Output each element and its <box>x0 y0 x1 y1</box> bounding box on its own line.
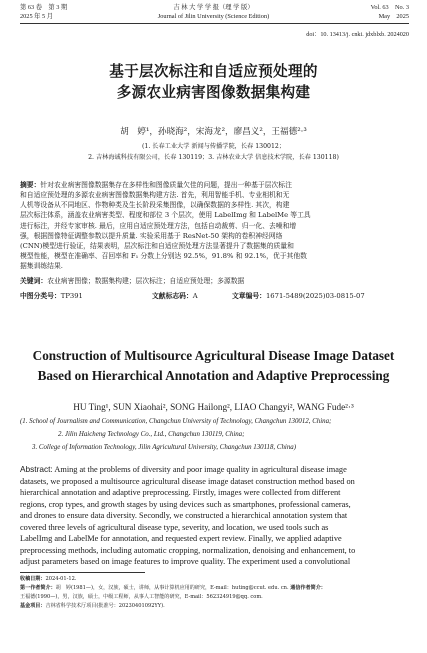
abstract-cn <box>20 180 409 271</box>
authors-en: HU Ting¹, SUN Xiaohai², SONG Hailong², LIAO Changyi², WANG Fude²·³ <box>73 402 354 412</box>
abstract-en-line: preprocessing methods, including automatic cropping, normalization, denoising and enhancement, to <box>20 545 356 555</box>
abstract-en-line: and drones to ensure data diversity. Secondly, we constructed a hierarchical annotation system that <box>20 511 348 521</box>
abstract-cn-label: 摘要： <box>20 181 41 189</box>
abstract-cn-line: 和自适应预处理的多源农业病害图像数据集构建方法. 首先，利用智能手机、专业相机和无 <box>20 191 290 200</box>
abstract-en <box>20 464 409 568</box>
abstract-cn-line: 据集训练结果. <box>20 262 63 271</box>
footnote-received: 收稿日期：2024-01-12. <box>20 576 77 582</box>
doi[interactable]: doi：10. 13413/j. cnki. jdxblxb. 2024020 <box>306 31 409 38</box>
abstract-en-line: adjust parameters based on image features to improve quality. The experiment used a convolutional <box>20 557 351 567</box>
header-volume-en: Vol. 63 No. 3 <box>370 4 409 11</box>
document-code: 文献标志码：A <box>152 292 198 300</box>
header-volume-cn: 第 63 卷 第 3 期 <box>20 4 68 11</box>
abstract-cn-line: 强，根据图像特征调整参数以提升质量. 实验采用基于 ResNet-50 架构的卷积神经网络 <box>20 231 283 240</box>
footnote-authors: 第一作者简介：胡 婷(1981—)，女，汉族，硕士，讲师，从事计算机应用的研究，E-mail：huting@ccut. edu. cn. 通信作者简介： <box>20 585 326 592</box>
keywords-cn: 关键词：农业病害图像；数据集构建；层次标注；自适应预处理；多源数据 <box>20 277 245 285</box>
affiliation-cn-line1: (1. 长春工业大学 新闻与传播学院，长春 130012； <box>141 143 286 150</box>
authors-cn: 胡 婷¹，孙晓海²，宋海龙²，廖昌义²，王福德²·³ <box>120 127 307 137</box>
abstract-cn-line: 层次标注体系，涵盖农业病害类型、程度和部位 3 个层次，使用 LabelImg 和 LabelMe 等工具 <box>20 211 311 220</box>
footnote-fund: 基金项目：吉林省科学技术厅项目(批准号：20230401092YY). <box>20 603 165 610</box>
title-en-line1: Construction of Multisource Agricultural Disease Image Dataset <box>32 348 395 363</box>
abstract-cn-line: 人机等设备从不同地区、作物种类及生长阶段采集图像，以确保数据的多样性. 其次，构建 <box>20 201 290 210</box>
header-rule <box>20 23 409 24</box>
footnote-rule <box>20 572 145 573</box>
title-en-line2: Based on Hierarchical Annotation and Adaptive Preprocessing <box>37 368 390 383</box>
abstract-cn-line: 模型性能，模型在准确率、召回率和 F₁ 分数上分别达 92.5%，91.8% 和 92.1%，优于其他数 <box>20 252 307 261</box>
footnote-corresponding: 王福德(1990—)，男，汉族，硕士，中级工程师，从事人工智能的研究，E-mail：562324919@qq. com. <box>20 594 263 601</box>
affiliation-cn-line2: 2. 吉林海诚科技有限公司，长春 130119；3. 吉林农业大学 信息技术学院，长春 130118) <box>88 154 339 161</box>
abstract-en-line: regions, crop types, and growth stages by using devices such as smartphones, professional cameras, <box>20 499 351 509</box>
header-date-en: May 2025 <box>378 13 409 20</box>
header-date-cn: 2025 年 5 月 <box>20 13 54 20</box>
abstract-cn-line: 摘要：针对农业病害图像数据集存在多样性和图像质量欠佳的问题，提出一种基于层次标注 <box>20 181 292 189</box>
abstract-en-line: datasets, we proposed a multisource agricultural disease image dataset construction method based on <box>20 476 355 486</box>
header-journal-en: Journal of Jilin University (Science Edition) <box>157 13 270 20</box>
abstract-en-line: LabelImg and LabelMe for annotation, and requested expert review. Finally, we applied adaptive <box>20 534 342 544</box>
abstract-en-line: hierarchical annotation and adaptive preprocessing. Firstly, images were collected from different <box>20 488 341 498</box>
abstract-en-line: covered three levels of agricultural disease type, severity, and location, we used tools such as <box>20 522 329 532</box>
clc-number: 中图分类号：TP391 <box>20 292 83 300</box>
keywords-cn-label: 关键词： <box>20 277 48 285</box>
footnote <box>20 575 415 611</box>
affiliation-en-line3: 3. College of Information Technology, Jilin Agricultural University, Changchun 130118, China) <box>32 444 296 451</box>
affiliation-en-line1: (1. School of Journalism and Communication, Changchun University of Technology, Changchun 130012, China; <box>20 418 332 425</box>
abstract-cn-line: (CNN)模型进行验证，结果表明，层次标注和自适应预处理方法显著提升了数据集的质量和 <box>20 241 294 250</box>
title-cn-line1: 基于层次标注和自适应预处理的 <box>109 63 318 80</box>
abstract-en-label: Abstract: <box>20 464 53 474</box>
header-journal-cn: 吉 林 大 学 学 报（理 学 版） <box>173 4 254 11</box>
title-cn-line2: 多源农业病害图像数据集构建 <box>116 84 311 101</box>
affiliation-en-line2: 2. Jilin Haicheng Technology Co., Ltd., Changchun 130119, China; <box>58 431 245 438</box>
article-id: 文章编号：1671-5489(2025)03-0815-07 <box>232 292 365 300</box>
abstract-en-line: Abstract: Aming at the problems of diversity and poor image quality in agricultural disease image <box>20 464 347 474</box>
abstract-cn-line: 进行标注，并经专家审核. 最后，应用自适应预处理方法，包括自动裁剪、归一化、去噪和增 <box>20 221 297 230</box>
